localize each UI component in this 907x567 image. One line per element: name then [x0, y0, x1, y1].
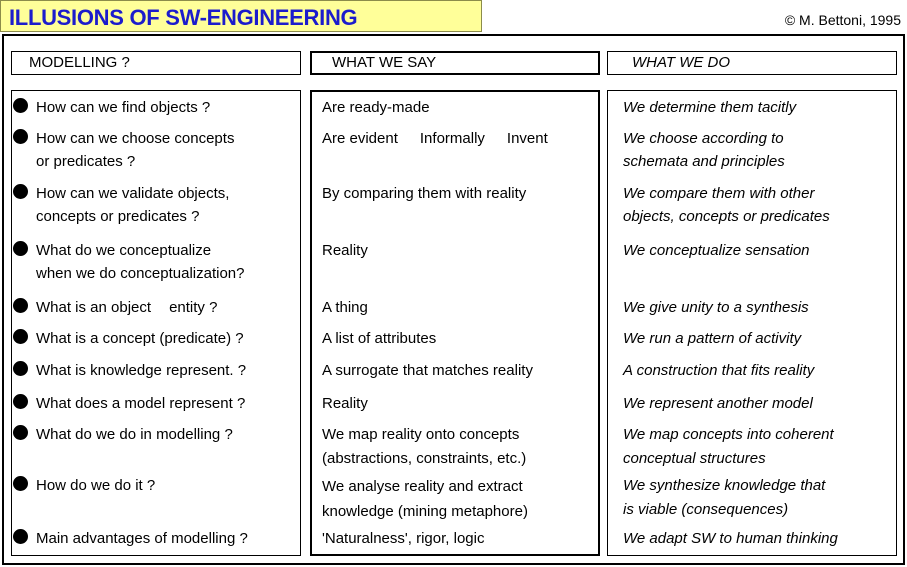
question-cell: What do we do in modelling ? — [36, 426, 233, 443]
bullet-icon — [13, 129, 28, 144]
page-title: ILLUSIONS OF SW-ENGINEERING — [9, 5, 358, 30]
question-cell: How can we find objects ? — [36, 99, 211, 116]
say-cell: A list of attributes — [322, 330, 437, 347]
question-cell: What is a concept (predicate) ? — [36, 330, 244, 347]
question-cell: How do we do it ? — [36, 477, 156, 494]
do-cell: A construction that fits reality — [623, 362, 815, 379]
header-modelling: MODELLING ? — [11, 51, 301, 75]
say-cell: Reality — [322, 242, 368, 259]
bullet-icon — [13, 241, 28, 256]
do-cell: We choose according to schemata and principles — [623, 130, 785, 170]
bullet-icon — [13, 476, 28, 491]
question-cell: What is knowledge represent. ? — [36, 362, 247, 379]
question-cell: How can we validate objects, concepts or predicates ? — [36, 185, 230, 225]
question-cell: What is an object entity ? — [36, 299, 218, 316]
say-cell: Are evident Informally Invent — [322, 130, 548, 147]
bullet-icon — [13, 361, 28, 376]
header-what-we-do: WHAT WE DO — [607, 51, 897, 75]
question-cell: What do we conceptualize when we do conceptualization? — [36, 242, 245, 282]
bullet-icon — [13, 394, 28, 409]
author-credit: © M. Bettoni, 1995 — [784, 12, 901, 28]
say-cell: We analyse reality and extract knowledge (mining metaphore) — [322, 478, 528, 520]
do-cell: We compare them with other objects, concepts or predicates — [623, 185, 830, 225]
question-cell: How can we choose concepts or predicates ? — [36, 130, 235, 170]
question-cell: What does a model represent ? — [36, 395, 246, 412]
do-cell: We conceptualize sensation — [623, 242, 810, 259]
bullet-icon — [13, 529, 28, 544]
do-cell: We determine them tacitly — [623, 99, 797, 116]
title-banner — [0, 0, 482, 32]
bullet-icon — [13, 98, 28, 113]
do-cell: We map concepts into coherent conceptual structures — [623, 426, 834, 467]
say-cell: A thing — [322, 299, 368, 316]
say-cell: Are ready-made — [322, 99, 430, 116]
say-cell: By comparing them with reality — [322, 185, 527, 202]
bullet-icon — [13, 329, 28, 344]
bullet-icon — [13, 298, 28, 313]
do-cell: We run a pattern of activity — [623, 330, 802, 347]
bullet-icon — [13, 425, 28, 440]
do-cell: We adapt SW to human thinking — [623, 530, 838, 547]
say-cell: A surrogate that matches reality — [322, 362, 533, 379]
say-cell: 'Naturalness', rigor, logic — [322, 530, 485, 547]
do-cell: We give unity to a synthesis — [623, 299, 809, 316]
say-cell: We map reality onto concepts (abstractions, constraints, etc.) — [322, 426, 527, 467]
header-what-we-say: WHAT WE SAY — [310, 51, 600, 75]
do-cell: We represent another model — [623, 395, 813, 412]
do-cell: We synthesize knowledge that is viable (consequences) — [623, 477, 826, 518]
bullet-icon — [13, 184, 28, 199]
say-cell: Reality — [322, 395, 368, 412]
question-cell: Main advantages of modelling ? — [36, 530, 248, 547]
